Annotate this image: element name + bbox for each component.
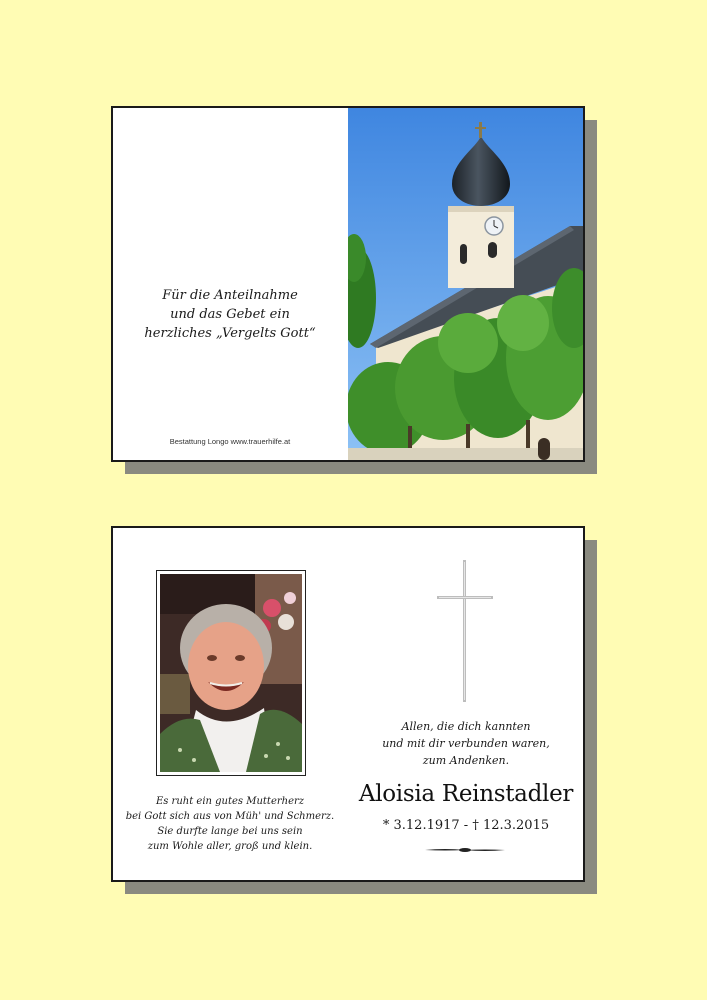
remembrance-line: Allen, die dich kannten	[401, 720, 531, 733]
thanks-line: und das Gebet ein	[170, 307, 290, 322]
funeral-home-imprint: Bestattung Longo www.trauerhilfe.at	[169, 437, 291, 446]
deceased-name: Aloisia Reinstadler	[358, 781, 574, 807]
poem-line: Es ruht ein gutes Mutterherz	[155, 796, 305, 807]
remembrance-line: zum Andenken.	[422, 754, 510, 767]
portrait-photo-frame	[156, 570, 306, 776]
thanks-line: Für die Anteilnahme	[162, 288, 298, 303]
remembrance-line: und mit dir verbunden waren,	[382, 737, 550, 750]
memorial-poem	[113, 794, 347, 854]
thank-you-card	[111, 106, 585, 462]
cross-icon	[435, 560, 495, 702]
poem-line: Sie durfte lange bei uns sein	[157, 826, 303, 837]
ornament-divider-icon	[425, 846, 505, 854]
remembrance-text	[351, 718, 581, 769]
thanks-text	[113, 286, 347, 343]
poem-line: zum Wohle aller, groß und klein.	[147, 841, 313, 852]
memorial-card	[111, 526, 585, 882]
life-dates: * 3.12.1917 - † 12.3.2015	[382, 818, 550, 833]
church-photo	[348, 108, 583, 460]
poem-line: bei Gott sich aus von Müh' und Schmerz.	[125, 811, 335, 822]
thanks-line: herzliches „Vergelts Gott“	[144, 326, 316, 341]
portrait-photo	[160, 574, 302, 772]
